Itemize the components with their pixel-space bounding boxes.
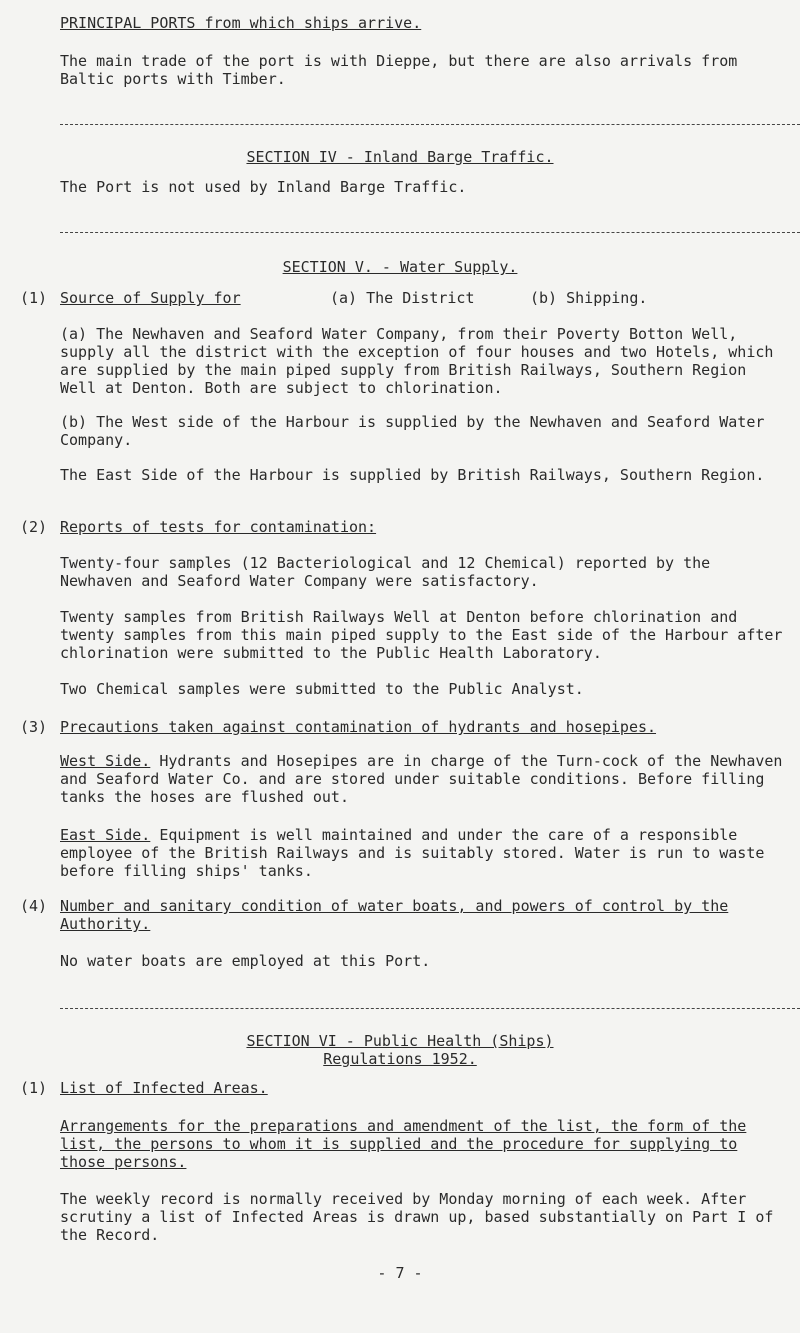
item-number: (4) [20, 897, 48, 915]
divider [60, 1008, 800, 1009]
item-number: (2) [20, 518, 48, 536]
item-heading: Number and sanitary condition of water boats, and powers of control by the Authority. [60, 897, 729, 933]
item-heading: Source of Supply for [60, 289, 241, 307]
section-v-title: SECTION V. - Water Supply. [282, 258, 518, 276]
paragraph: Twenty samples from British Railways Well at Denton before chlorination and twenty samples from this main piped supply to the East side of the Harbour after chlorination were submitted to the Public Health Laboratory. [60, 608, 783, 662]
heading-principal-ports: PRINCIPAL PORTS from which ships arrive. [60, 14, 422, 32]
paragraph-b: (b) The West side of the Harbour is supplied by the Newhaven and Seaford Water Company. [60, 413, 765, 449]
paragraph: Two Chemical samples were submitted to the Public Analyst. [60, 680, 584, 698]
item-heading-b: (b) Shipping. [530, 289, 648, 307]
section-vi-title: SECTION VI - Public Health (Ships) [246, 1032, 554, 1050]
item-heading: List of Infected Areas. [60, 1079, 268, 1097]
east-side-text: Equipment is well maintained and under the care of a responsible employee of the British Railways and is suitably stored. Water is run to waste before filling ships' tanks. [60, 826, 765, 880]
paragraph-west [60, 752, 790, 806]
item-heading: Precautions taken against contamination of hydrants and hosepipes. [60, 718, 657, 736]
item-number: (1) [20, 289, 48, 307]
item-number: (1) [20, 1079, 48, 1097]
subheading: Arrangements for the preparations and amendment of the list, the form of the list, the persons to whom it is supplied and the procedure for supplying to those persons. [60, 1117, 747, 1171]
page-number: - 7 - [377, 1264, 423, 1282]
section-iv-text: The Port is not used by Inland Barge Traffic. [60, 178, 467, 196]
item-heading-a: (a) The District [330, 289, 475, 307]
item-number: (3) [20, 718, 48, 736]
paragraph-a: (a) The Newhaven and Seaford Water Company, from their Poverty Botton Well, supply all the district with the exception of four houses and two Hotels, which are supplied by the main piped supply from British Railways, Southern Region Well at Denton. Both are subject to chlorination. [60, 325, 774, 397]
paragraph: The weekly record is normally received by Monday morning of each week. After scrutiny a list of Infected Areas is drawn up, based substantially on Part I of the Record. [60, 1190, 774, 1244]
paragraph-east-side [60, 826, 790, 880]
divider [60, 124, 800, 125]
section-iv-title: SECTION IV - Inland Barge Traffic. [246, 148, 554, 166]
paragraph: No water boats are employed at this Port. [60, 952, 431, 970]
west-side-text: Hydrants and Hosepipes are in charge of the Turn-cock of the Newhaven and Seaford Water Co. and are stored under suitable conditions. Before filling tanks the hoses are flushed out. [60, 752, 783, 806]
section-vi-subtitle: Regulations 1952. [323, 1050, 477, 1068]
item-heading: Reports of tests for contamination: [60, 518, 377, 536]
east-side-label: East Side. [60, 826, 151, 844]
west-side-label: West Side. [60, 752, 151, 770]
paragraph: Twenty-four samples (12 Bacteriological and 12 Chemical) reported by the Newhaven and Seaford Water Company were satisfactory. [60, 554, 711, 590]
paragraph-east: The East Side of the Harbour is supplied by British Railways, Southern Region. [60, 466, 765, 484]
divider [60, 232, 800, 233]
ports-text: The main trade of the port is with Dieppe, but there are also arrivals from Baltic ports with Timber. [60, 52, 738, 88]
